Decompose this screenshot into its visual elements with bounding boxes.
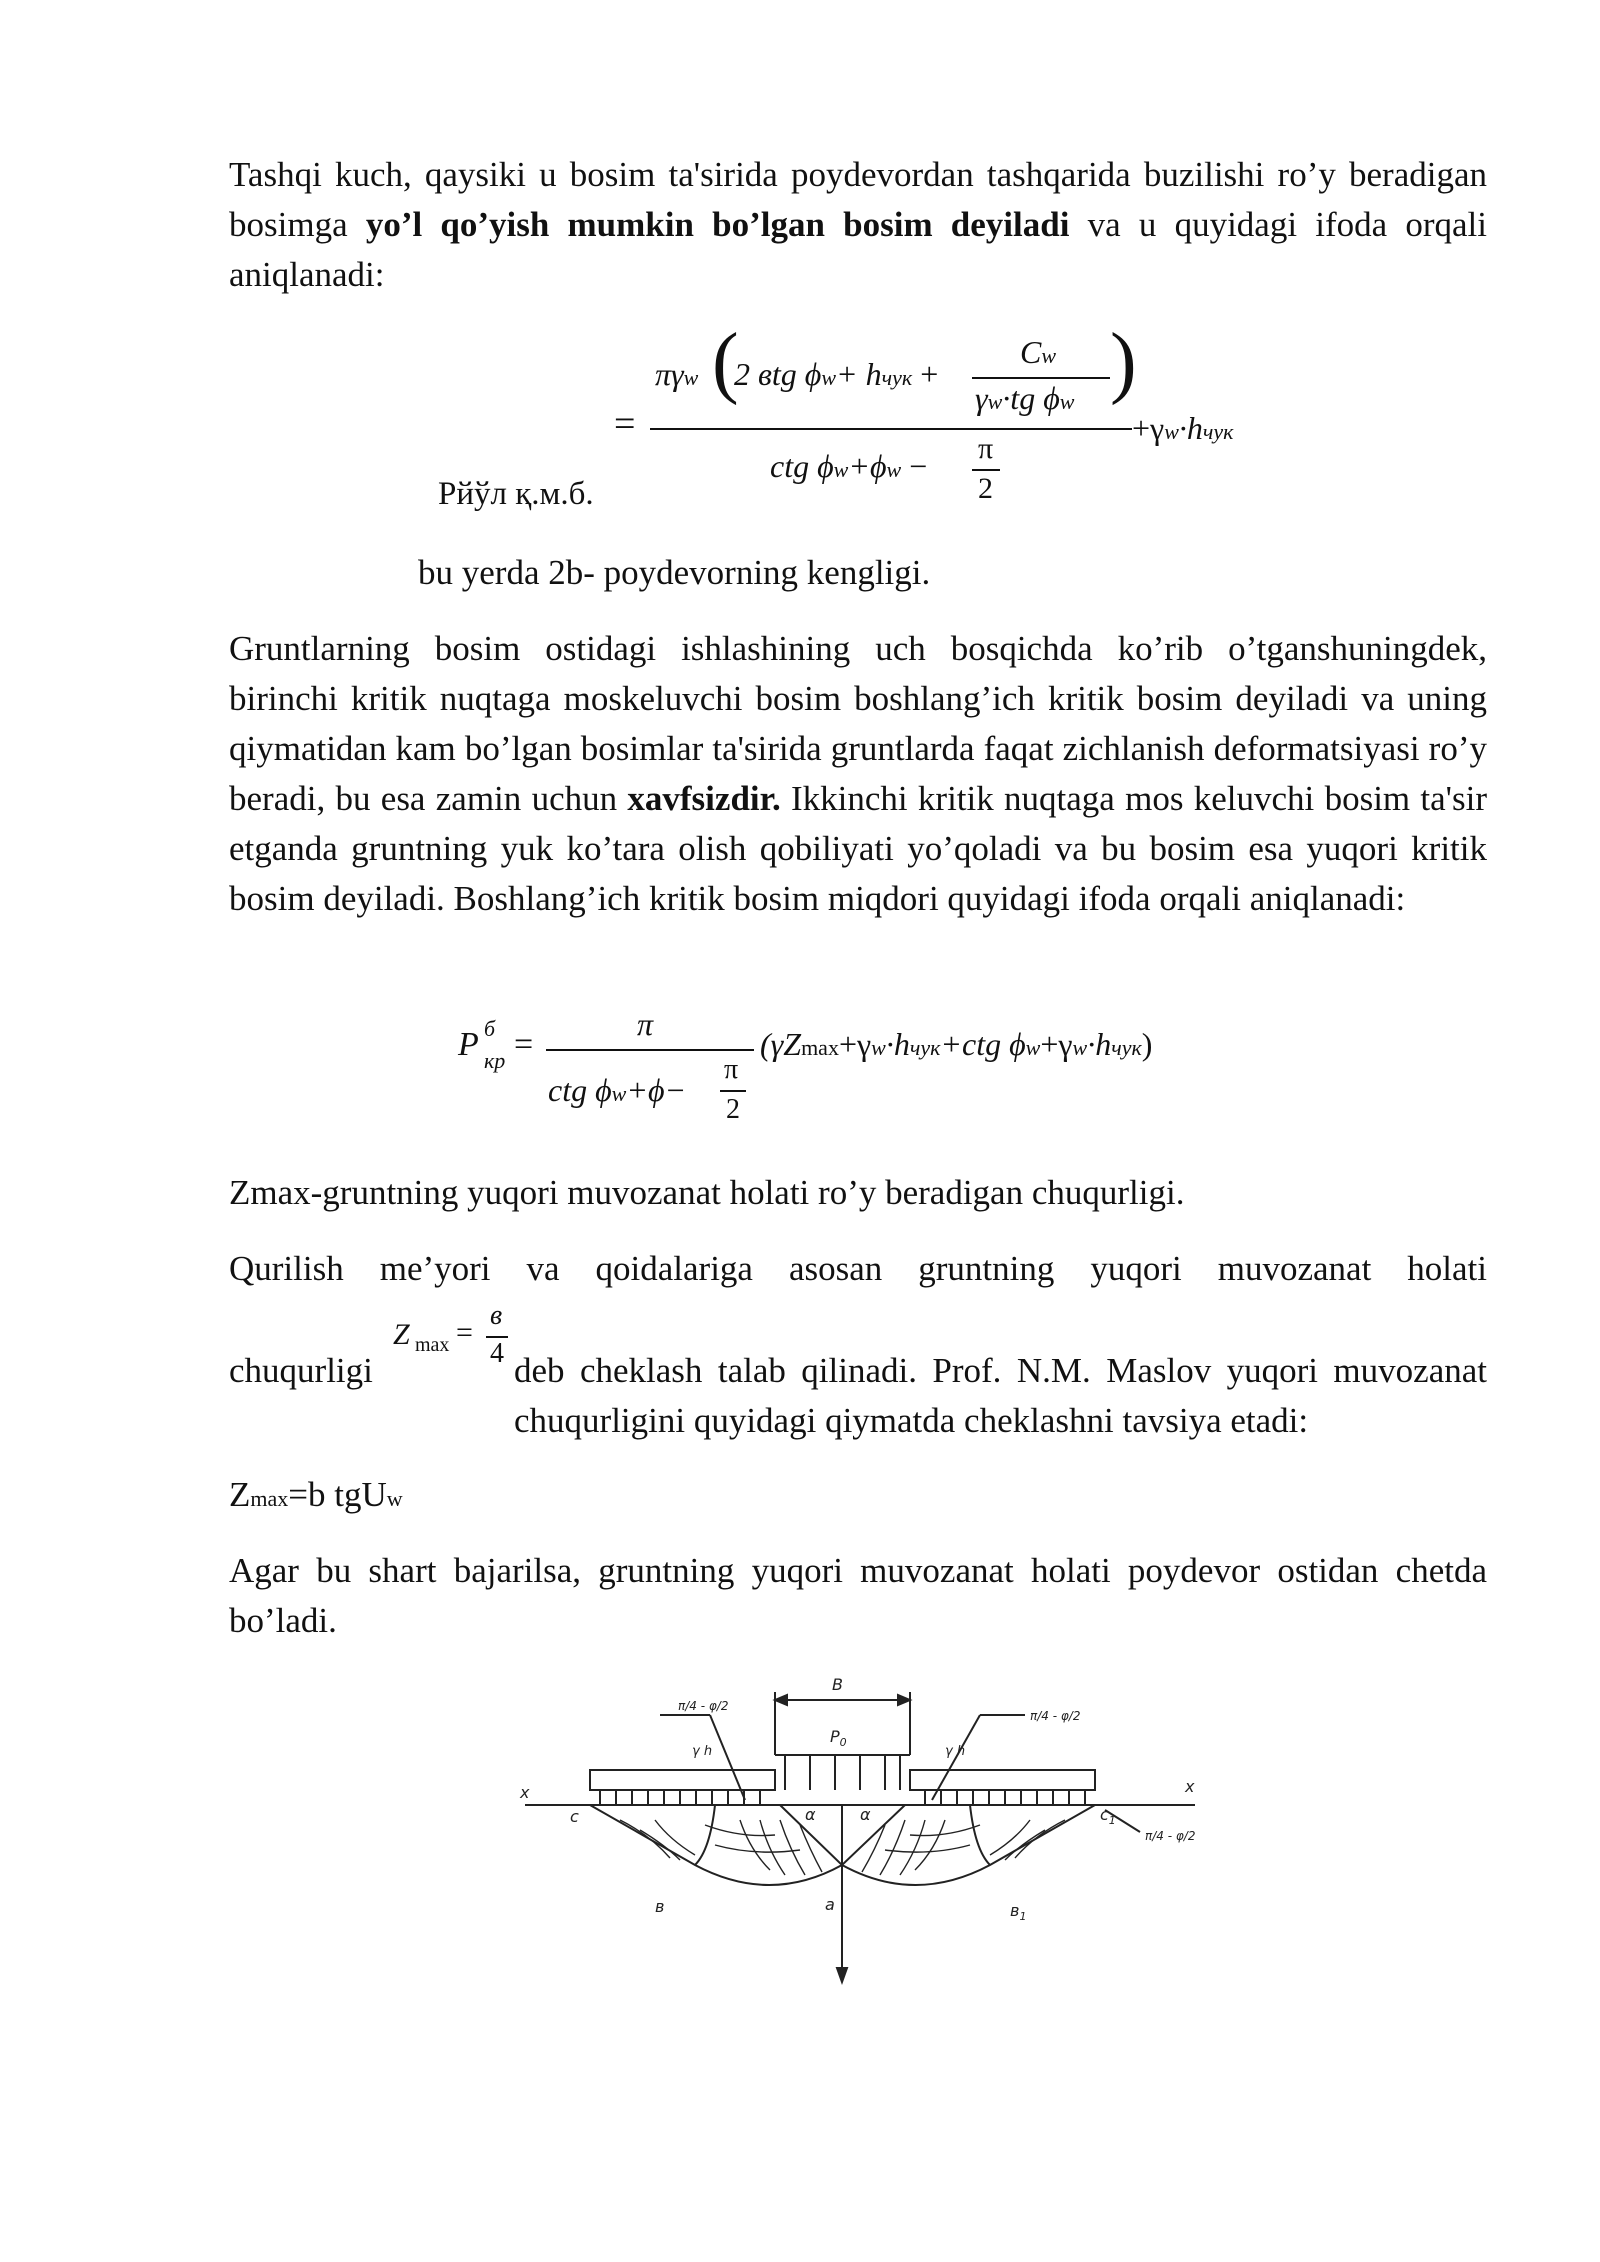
formula3-z: Z: [393, 1318, 410, 1351]
formula1-equals: =: [614, 403, 636, 445]
formula3-max: max: [415, 1334, 450, 1356]
arrow-left-icon: [775, 1695, 787, 1705]
label-width-b: B: [832, 1675, 843, 1694]
left-surcharge-arrows: [600, 1790, 760, 1805]
paragraph-intro-text: Tashqi kuch, qaysiki u bosim ta'sirida poydevordan tashqarida buzilishi ro’y beradigan bosimga: [229, 155, 1487, 244]
label-alpha-right: α: [860, 1805, 871, 1824]
paragraph-intro: [229, 150, 1487, 300]
label-p0: $P_0$: [830, 1727, 847, 1749]
paragraph-norms-start: chuqurligi: [229, 1351, 373, 1390]
formula1-two: 2: [978, 472, 993, 505]
formula2-fraction-line: [546, 1049, 754, 1051]
formula1-inner-denominator: γw·tg ϕw: [975, 380, 1075, 416]
formula2-sub: кр: [484, 1048, 506, 1073]
label-gamma-h-left: γ h: [692, 1744, 713, 1759]
formula1-close-paren: ): [1110, 318, 1137, 406]
formula2-equals: =: [514, 1026, 534, 1063]
formula1-label: Рйўл қ.м.б.: [438, 476, 594, 512]
formula1-inner-fraction-line: [972, 377, 1110, 379]
label-angle-far: π/4 - φ/2: [1145, 1829, 1196, 1843]
foundation-load-arrows: [785, 1755, 900, 1790]
label-gamma-h-right: γ h: [945, 1744, 966, 1759]
label-point-b1: $в_1$: [1010, 1901, 1027, 1923]
formula1-pi: π: [978, 432, 994, 465]
formula2-p: P: [458, 1026, 479, 1063]
left-wedge-boundary: [695, 1805, 715, 1865]
formula2-denominator: ctg ϕw+ϕ−: [548, 1072, 687, 1108]
label-angle-left: π/4 - φ/2: [678, 1699, 729, 1713]
formula1-numerator-inner: 2 вtg ϕw+ hчук +: [734, 356, 939, 392]
formula3-denominator: 4: [490, 1338, 504, 1369]
formula1-inner-numerator: Cw: [1020, 334, 1057, 370]
left-slip-fan: [620, 1820, 822, 1875]
paragraph-zmax-definition: Zmax-gruntning yuqori muvozanat holati ro’y beradigan chuqurligi.: [229, 1173, 1185, 1212]
arrow-down-icon: [837, 1968, 847, 1982]
label-x-right: x: [1185, 1777, 1195, 1796]
label-point-c: c: [570, 1807, 579, 1826]
formula3-equals: =: [456, 1316, 473, 1349]
paragraph-definition: bu yerda 2b- poydevorning kengligi.: [418, 553, 931, 592]
paragraph-conclusion: Agar bu shart bajarilsa, gruntning yuqori muvozanat holati poydevor ostidan chetda bo’ladi.: [229, 1551, 1487, 1640]
label-x-left: x: [520, 1783, 530, 1802]
label-alpha-left: α: [805, 1805, 816, 1824]
paragraph-intro-bold: yo’l qo’yish mumkin bo’lgan bosim deyiladi: [365, 205, 1070, 244]
paragraph-intro-tail: va u quyidagi ifoda orqali aniqlanadi:: [229, 205, 1488, 294]
formula2-numerator: π: [637, 1006, 654, 1042]
right-surcharge-block: [910, 1770, 1095, 1790]
label-point-c1: $c_1$: [1100, 1805, 1116, 1827]
label-point-b: в: [655, 1897, 665, 1916]
paragraph-norms-rest: deb cheklash talab qilinadi. Prof. N.M. Maslov yuqori muvozanat chuqurligini quyidagi qiymatda cheklashni tavsiya etadi:: [514, 1351, 1487, 1440]
right-wedge-boundary: [970, 1805, 990, 1865]
formula2-bracket: (γZmax+γw·hчук+ctg ϕw+γw·hчук): [760, 1026, 1153, 1062]
left-surcharge-block: [590, 1770, 775, 1790]
formula1-open-paren: (: [712, 318, 739, 406]
right-slip-fan: [862, 1820, 1065, 1875]
arrow-right-icon: [898, 1695, 910, 1705]
foundation-slip-diagram: [500, 1660, 1220, 1990]
paragraph-norms-line1: Qurilish me’yori va qoidalariga asosan gruntning yuqori muvozanat holati: [229, 1249, 1487, 1288]
formula2-pi: π: [724, 1054, 739, 1085]
right-surcharge-arrows: [925, 1790, 1085, 1805]
paragraph-critical-pressure: Gruntlarning bosim ostidagi ishlashining uch bosqichda ko’rib o’tganshuningdek, birinchi kritik nuqtaga moskeluvchi bosim boshlang’ich kritik bosim deyiladi va uning qiymatidan kam bo’lgan bosimlar ta'sirida gruntlarda faqat zichlanish deformatsiyasi ro’y beradi, bu esa zamin uchun xavfsizdir. Ikkinchi kritik nuqtaga mos keluvchi bosim ta'sir etganda gruntning yuk ko’tara olish qobiliyati yo’qoladi va bu bosim esa yuqori kritik bosim deyiladi. Boshlang’ich kritik bosim miqdori quyidagi ifoda orqali aniqlanadi:: [229, 629, 1487, 918]
formula1-numerator: πγw: [655, 356, 699, 392]
formula2-pi-line: [720, 1090, 746, 1092]
formula1-denominator: ctg ϕw+ϕw −: [770, 448, 928, 484]
paragraph-maslov-formula: Zmax=b tgUw: [229, 1475, 403, 1514]
formula2-sup: б: [484, 1016, 496, 1041]
formula2-two: 2: [726, 1094, 740, 1125]
formula1-tail: +γw·hчук: [1132, 410, 1234, 446]
formula3-numerator: в: [490, 1300, 503, 1331]
formula1-main-fraction-line: [650, 428, 1132, 430]
formula1-pi-line: [972, 469, 1000, 471]
bold-xavfsizdir: xavfsizdir.: [627, 779, 781, 818]
label-angle-right: π/4 - φ/2: [1030, 1709, 1081, 1723]
label-point-a: a: [825, 1895, 835, 1914]
left-angle-pointer: [710, 1715, 745, 1800]
